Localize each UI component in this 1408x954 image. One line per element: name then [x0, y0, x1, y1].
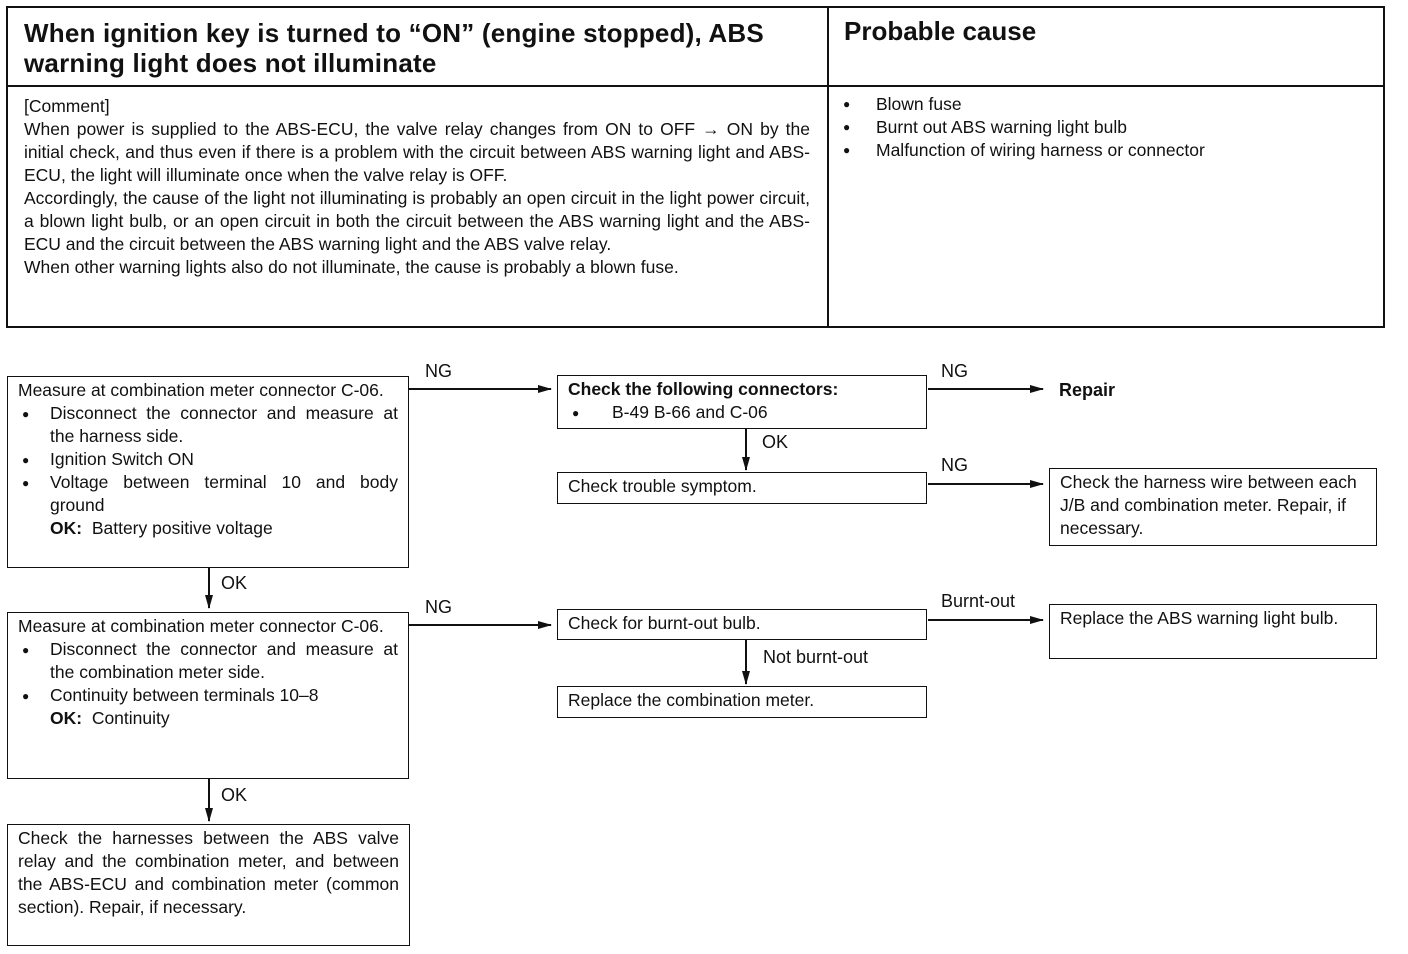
- step2-ok-value: Continuity: [91, 708, 170, 728]
- cause-item: ● Blown fuse: [843, 93, 1363, 116]
- label-ok: OK: [221, 785, 248, 805]
- step2-ok-label: OK:: [50, 708, 83, 728]
- step2-bullet: ● Continuity between terminals 10–8: [18, 684, 398, 707]
- symptom-title: When ignition key is turned to “ON” (engine stopped), ABS warning light does not illuminate: [24, 18, 764, 78]
- step1-measure-voltage-box: [7, 376, 409, 568]
- label-ng: NG: [425, 361, 452, 381]
- comment-paragraph-3: When other warning lights also do not illuminate, the cause is probably a blown fuse.: [24, 257, 679, 277]
- cause-item: ● Malfunction of wiring harness or connector: [843, 139, 1363, 162]
- replace-bulb-box: Replace the ABS warning light bulb.: [1049, 604, 1377, 659]
- label-ng: NG: [941, 455, 968, 475]
- step2-measure-continuity-box: [7, 612, 409, 779]
- repair-result: Repair: [1059, 380, 1116, 400]
- label-ok: OK: [762, 432, 789, 452]
- label-ok: OK: [221, 573, 248, 593]
- label-burnt-out: Burnt-out: [941, 591, 1016, 611]
- comment-label: [Comment]: [24, 96, 110, 116]
- comment-paragraph-1: When power is supplied to the ABS-ECU, the valve relay changes from ON to OFF → ON by the initial check, and thus even if there is a problem with the circuit between ABS warning light and ABS-ECU, the light will illuminate once when the valve relay is OFF.: [24, 119, 810, 185]
- connectors-item: ● B-49 B-66 and C-06: [568, 401, 916, 424]
- step1-ok-label: OK:: [50, 518, 83, 538]
- comment-paragraph-2: Accordingly, the cause of the light not illuminating is probably an open circuit in the light power circuit, a blown light bulb, or an open circuit in both the circuit between the ABS warning light and the ABS-ECU and the circuit between the ABS warning light and the ABS valve relay.: [24, 188, 810, 254]
- check-harness-wire-box: Check the harness wire between each J/B and combination meter. Repair, if necessary.: [1049, 468, 1377, 546]
- label-ng: NG: [425, 597, 452, 617]
- step1-ok-value: Battery positive voltage: [91, 518, 273, 538]
- step2-ok-criteria: [18, 707, 398, 730]
- step2-title: Measure at combination meter connector C-06.: [18, 616, 384, 636]
- label-not-burnt-out: Not burnt-out: [763, 647, 869, 667]
- step1-title: Measure at combination meter connector C-06.: [18, 380, 384, 400]
- step1-bullet: ● Disconnect the connector and measure at the harness side.: [18, 402, 398, 448]
- label-ng: NG: [941, 361, 968, 381]
- replace-meter-box: Replace the combination meter.: [557, 686, 927, 718]
- probable-cause-heading: Probable cause: [844, 16, 1037, 46]
- step1-bullet: ● Voltage between terminal 10 and body ground: [18, 471, 398, 517]
- check-burnt-bulb-box: Check for burnt-out bulb.: [557, 609, 927, 640]
- check-trouble-symptom-box: Check trouble symptom.: [557, 472, 927, 504]
- cause-item: ● Burnt out ABS warning light bulb: [843, 116, 1363, 139]
- step2-bullet: ● Disconnect the connector and measure at the combination meter side.: [18, 638, 398, 684]
- step3-check-harnesses-box: Check the harnesses between the ABS valve relay and the combination meter, and between the ABS-ECU and combination meter (common section). Repair, if necessary.: [7, 824, 410, 946]
- check-connectors-box: [557, 375, 927, 429]
- step1-ok-criteria: [18, 517, 398, 540]
- step1-bullet: ● Ignition Switch ON: [18, 448, 398, 471]
- connectors-title: Check the following connectors:: [568, 379, 839, 399]
